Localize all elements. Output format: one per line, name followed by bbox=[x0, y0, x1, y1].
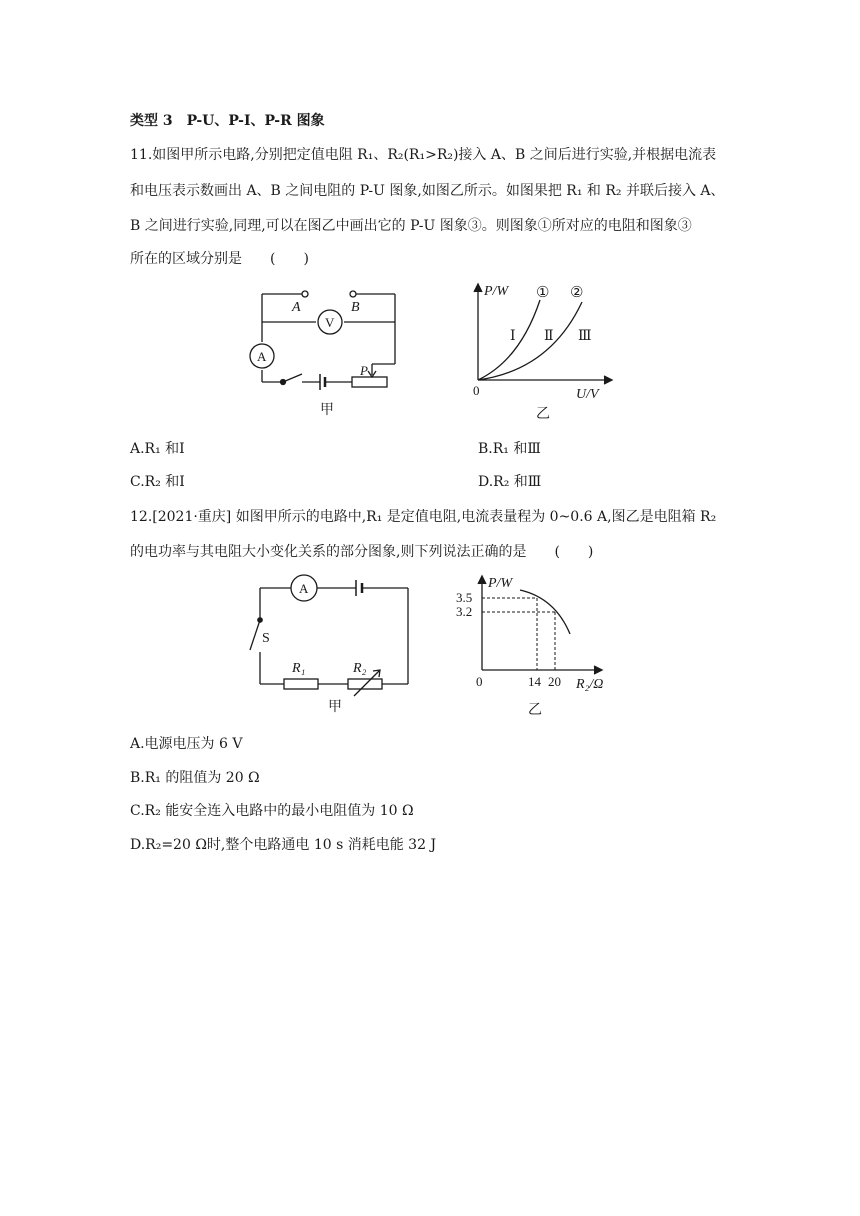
q12-pr-graph bbox=[440, 570, 620, 720]
q12-option-b: B.R₁ 的阻值为 20 Ω bbox=[130, 770, 260, 786]
y-tick-3-2: 3.2 bbox=[456, 604, 473, 619]
q11-pu-graph bbox=[460, 280, 620, 425]
q11-option-c: C.R₂ 和Ⅰ bbox=[130, 474, 185, 490]
region-1-label: Ⅰ bbox=[510, 329, 516, 344]
origin-label: 0 bbox=[473, 383, 480, 398]
ammeter-label: A bbox=[299, 581, 309, 596]
terminal-b-label: B bbox=[351, 300, 360, 315]
origin-label: 0 bbox=[476, 674, 483, 689]
q12-option-d: D.R₂=20 Ω时,整个电路通电 10 s 消耗电能 32 J bbox=[130, 837, 437, 853]
q12-line-2: 的电功率与其电阻大小变化关系的部分图象,则下列说法正确的是 ( ) bbox=[130, 544, 594, 560]
switch-label: S bbox=[262, 631, 270, 646]
resistor-r1-label: R₁ bbox=[292, 661, 306, 676]
ammeter-label: A bbox=[257, 349, 267, 364]
figure-caption: 乙 bbox=[528, 703, 542, 718]
y-tick-3-5: 3.5 bbox=[456, 590, 473, 605]
x-tick-20: 20 bbox=[548, 674, 561, 689]
q11-line-1: 11.如图甲所示电路,分别把定值电阻 R₁、R₂(R₁>R₂)接入 A、B 之间后进行实验,并根据电流表 bbox=[130, 147, 717, 163]
figure-caption: 甲 bbox=[320, 403, 334, 418]
q12-line-1: 12.[2021·重庆] 如图甲所示的电路中,R₁ 是定值电阻,电流表量程为 0~0.6 A,图乙是电阻箱 R₂ bbox=[130, 509, 717, 525]
section-title: 类型 3 P-U、P-I、P-R 图象 bbox=[130, 113, 325, 129]
curve-2 bbox=[478, 302, 582, 380]
x-axis-label: U/V bbox=[576, 387, 599, 402]
voltmeter-label: V bbox=[325, 315, 335, 330]
q12-circuit-diagram bbox=[238, 570, 418, 720]
q11-line-4: 所在的区域分别是 ( ) bbox=[130, 251, 309, 267]
q11-line-3: B 之间进行实验,同理,可以在图乙中画出它的 P-U 图象③。则图象①所对应的电阻和图象③ bbox=[130, 218, 692, 234]
q12-option-a: A.电源电压为 6 V bbox=[130, 736, 243, 752]
curve-1-label: ① bbox=[536, 285, 550, 301]
slider-label: P bbox=[360, 363, 368, 378]
terminal-a-label: A bbox=[292, 300, 301, 315]
curve-1 bbox=[478, 300, 540, 380]
figure-caption: 甲 bbox=[328, 700, 342, 715]
region-3-label: Ⅲ bbox=[578, 329, 592, 344]
curve-2-label: ② bbox=[570, 285, 584, 301]
q11-option-d: D.R₂ 和Ⅲ bbox=[478, 474, 542, 490]
q11-circuit-diagram bbox=[240, 282, 420, 422]
q12-option-c: C.R₂ 能安全连入电路中的最小电阻值为 10 Ω bbox=[130, 803, 414, 819]
x-axis-label: R₂/Ω bbox=[576, 677, 604, 692]
q11-option-a: A.R₁ 和Ⅰ bbox=[130, 441, 185, 457]
q11-option-b: B.R₁ 和Ⅲ bbox=[478, 441, 541, 457]
figure-caption: 乙 bbox=[536, 407, 550, 422]
y-axis-label: P/W bbox=[488, 576, 513, 591]
region-2-label: Ⅱ bbox=[544, 329, 554, 344]
x-tick-14: 14 bbox=[528, 674, 541, 689]
y-axis-label: P/W bbox=[484, 284, 509, 299]
q11-line-2: 和电压表示数画出 A、B 之间电阻的 P-U 图象,如图乙所示。如图果把 R₁ 和 R₂ 并联后接入 A、 bbox=[130, 183, 725, 199]
resistor-r2-label: R₂ bbox=[353, 661, 367, 676]
